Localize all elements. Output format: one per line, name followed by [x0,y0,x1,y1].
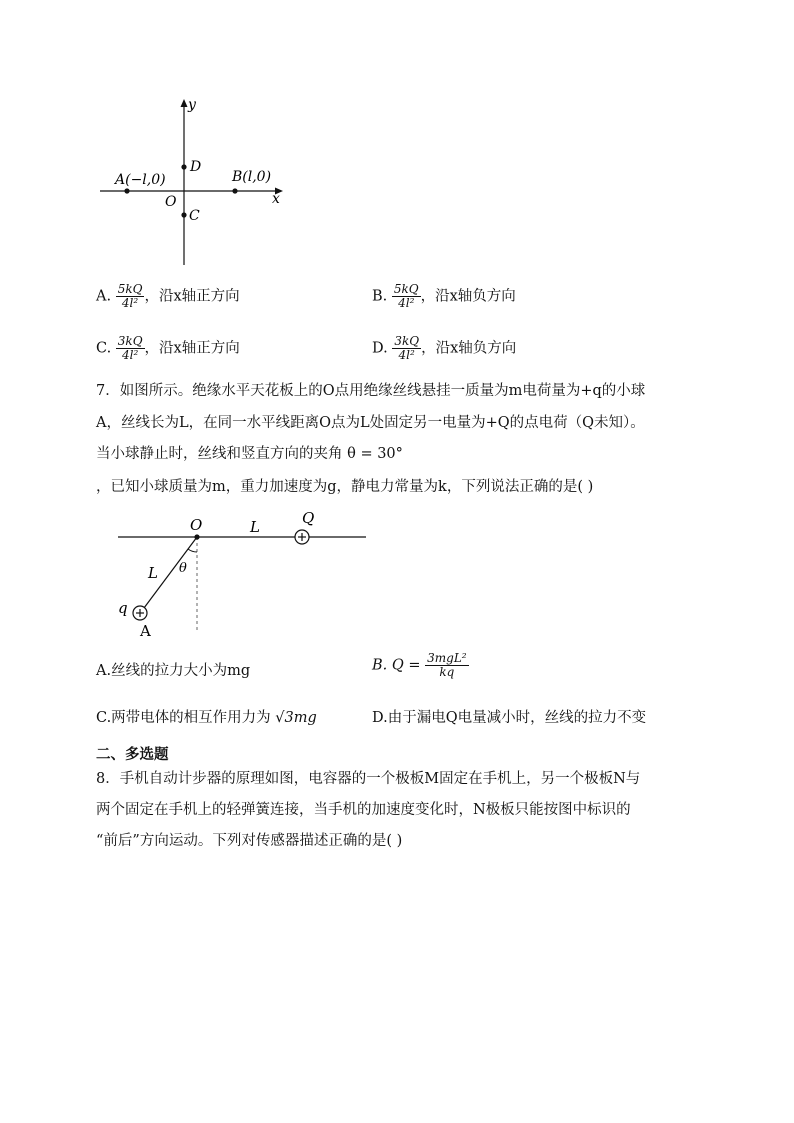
theta-arc [188,549,197,552]
y-axis-label: y [188,97,196,113]
label-q-big: Q [302,509,315,527]
origin-label: O [165,194,177,210]
label-theta: θ [179,561,187,576]
pendulum-figure [112,505,372,643]
label-l-top: L [250,518,260,536]
label-l-side: L [148,564,158,582]
x-axis-label: x [272,191,280,207]
point-a-label: A(−l,0) [115,172,166,188]
option-fraction: $\frac{3kQ}{\text{4l²}}$ [117,334,143,362]
option-text: ，沿x轴正方向 [144,340,240,357]
option-b-prefix: B. Q = [372,657,426,674]
q7-line-1: 7．如图所示。绝缘水平天花板上的O点用绝缘丝线悬挂一质量为m电荷量为+q的小球 [96,383,646,399]
y-axis-arrow [181,99,188,107]
option-letter: B. [372,288,388,305]
q6-option-c[interactable] [96,335,240,362]
q7-line-2: A，丝线长为L，在同一水平线距离O点为L处固定另一电量为+Q的点电荷（Q未知）。 [96,415,645,431]
option-fraction: $\frac{3kQ}{\text{4l²}}$ [394,334,420,362]
label-a: A [140,622,151,640]
q6-option-b[interactable] [372,283,516,310]
point-c-label: C [189,208,200,224]
option-letter: A. [96,288,112,305]
label-q-small: q [118,599,128,617]
q6-option-a[interactable] [96,283,240,310]
point-a [124,188,129,193]
point-d [181,164,186,169]
q7-option-d[interactable]: D.由于漏电Q电量减小时，丝线的拉力不变 [372,710,647,726]
coordinate-figure [95,95,295,270]
option-c-root: √3mg [275,710,317,726]
q7-line-4: ，已知小球质量为m，重力加速度为g，静电力常量为k，下列说法正确的是( ) [96,479,594,495]
point-b [232,188,237,193]
option-letter: D. [372,340,388,357]
option-fraction: $\frac{5kQ}{\text{4l²}}$ [117,282,143,310]
section-heading: 二、多选题 [96,747,169,763]
q7-option-c[interactable] [96,708,317,728]
q8-line-2: 两个固定在手机上的轻弹簧连接，当手机的加速度变化时，N极板只能按图中标识的 [96,802,631,818]
q8-line-3: “前后”方向运动。下列对传感器描述正确的是( ) [96,833,403,849]
q6-option-d[interactable] [372,335,516,362]
option-b-fraction: $\frac{\text{3mgL²}}{kq}$ [427,651,467,679]
label-o: O [190,516,203,534]
option-letter: C. [96,340,112,357]
q8-line-1: 8．手机自动计步器的原理如图，电容器的一个极板M固定在手机上，另一个极板N与 [96,771,641,787]
option-fraction: $\frac{5kQ}{\text{4l²}}$ [393,282,419,310]
option-text: ，沿x轴正方向 [144,288,240,305]
q7-option-b[interactable] [372,652,469,679]
q7-line-3: 当小球静止时，丝线和竖直方向的夹角 θ = 30° [96,446,403,462]
point-d-label: D [190,159,202,175]
q7-option-a[interactable]: A.丝线的拉力大小为mg [96,663,251,679]
point-b-label: B(l,0) [232,169,272,185]
option-text: ，沿x轴负方向 [421,340,517,357]
option-c-prefix: C.两带电体的相互作用力为 [96,710,276,726]
point-c [181,212,186,217]
pivot-point [194,534,199,539]
option-text: ，沿x轴负方向 [420,288,516,305]
